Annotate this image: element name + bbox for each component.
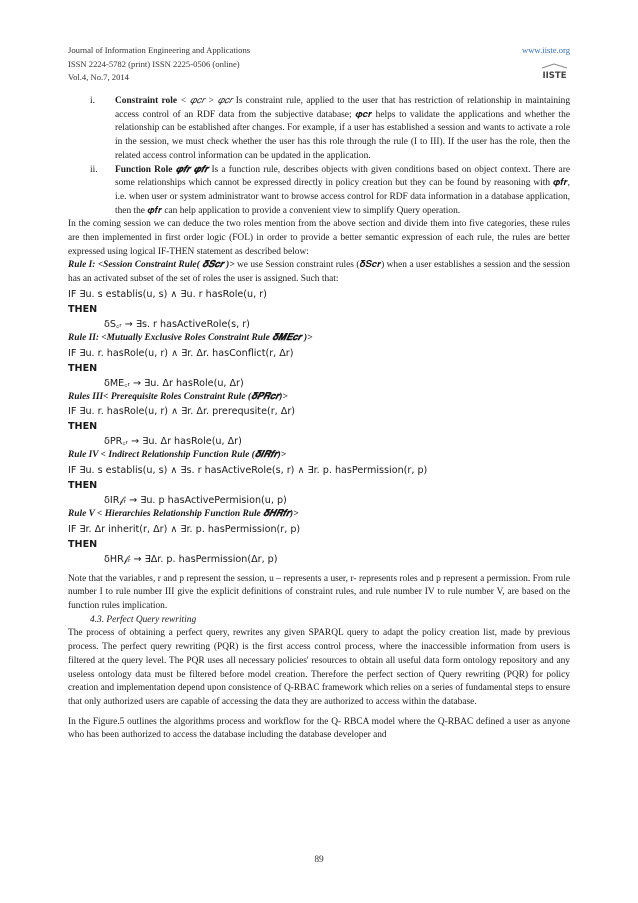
intro-paragraph: In the coming session we can deduce the two roles mention from the above section and divide them into five categories, these rules are then implemented in first order logic (FOL) in order to provide a better semantic expression of each rule, the rules are better expressed using logical IF-THEN statement as described below: — [68, 219, 570, 257]
rule-2-if: IF ∃u. r. hasRole(u, r) ∧ ∃r. Δr. hasConflict(r, Δr) — [68, 347, 294, 359]
rule-5-then: THEN — [68, 538, 98, 550]
note-paragraph: Note that the variables, r and p represent the session, u – represents a user, r- represents roles and p represent a permission. From rule number I to rule number III give the explicit definitions of constraint rules, and rule number IV to rule number V, are based on the function rules implication. — [68, 573, 570, 612]
rule-2-label: Rule II: <Mutually Exclusive Roles Constraint Rule 𝜹𝑴𝑬𝒄𝒓 )> — [68, 332, 313, 343]
rule-5-implication: δHR𝒻ᵣ → ∃Δr. p. hasPermission(Δr, p) — [104, 553, 278, 565]
term-symbol: 𝝋𝒇𝒓 𝝋𝒇𝒓 — [175, 164, 209, 175]
rule-4-then: THEN — [68, 479, 98, 491]
rule-1-label: Rule I: <Session Constraint Rule( 𝜹𝑺𝒄𝒓 )> — [68, 260, 235, 271]
rule-3-implication: δPR꜀ᵣ → ∃u. Δr hasRole(u, Δr) — [104, 436, 242, 448]
rule-1-implication: δS꜀ᵣ → ∃s. r hasActiveRole(s, r) — [104, 318, 250, 330]
rule-5-if: IF ∃r. Δr inherit(r, Δr) ∧ ∃r. p. hasPermission(r, p) — [68, 523, 301, 535]
rule-4-label: Rule IV < Indirect Relationship Function Rule (𝜹𝑰𝑹𝒇𝒓)> — [68, 450, 287, 461]
volume-line: Vol.4, No.7, 2014 — [68, 72, 129, 82]
term-definition: Is constraint rule, applied to the user that has restriction of relationship in maintaining access control of an RDF data from the subjective database; 𝝋𝒄𝒓 helps to validate the applications and whether the relationship can be established after changes. For example, if a user has established a session and wants to activate a role in the session, we must check whether the user has this role through the rule (I to III). If the user has the role, then the related access control information can be updated in the application. — [115, 96, 571, 161]
rule-3-label: Rules III< Prerequisite Roles Constraint Rule (𝜹𝑷𝑹𝒄𝒓)> — [68, 391, 288, 402]
list-item-constraint-role — [68, 95, 570, 164]
rule-3-then: THEN — [68, 421, 98, 433]
body-paragraph-1: The process of obtaining a perfect query, rewrites any given SPARQL query to adapt the policy creation list, made by previous process. The perfect query rewriting (PQR) is the first access control process, where the inaccessible information from users is filtered at the query level. The PQR uses all necessary policies' resources to obtain all useful data form ontology repository and any useless ontology data must be filtered before model creation. Therefore the perfect section of Query rewriting (PQR) for policy creation and implementation depend upon consistence of Q-RBAC framework which relies on a series of fundamental steps to ensure that only authorized users are capable of accessing the data they are authorized to access within the database. — [68, 628, 570, 707]
article-body — [68, 95, 570, 743]
issn-line: ISSN 2224-5782 (print) ISSN 2225-0506 (online) — [68, 58, 240, 69]
page-header — [68, 44, 570, 85]
rule-5-label: Rule V < Hierarchies Relationship Function Rule 𝜹𝑯𝑹𝒇𝒓)> — [68, 508, 299, 519]
rule-3-if: IF ∃u. r. hasRole(u, r) ∧ ∃r. Δr. prerequsite(r, Δr) — [68, 406, 296, 418]
journal-url-link[interactable]: www.iiste.org — [522, 45, 570, 55]
term-title: Constraint role — [115, 96, 177, 106]
body-paragraph-2: In the Figure.5 outlines the algorithms process and workflow for the Q- RBCA model where the Q-RBAC defined a user as anyone who has been authorized to access the database including the database developer and — [68, 716, 570, 741]
term-definition: Is a function rule, describes objects with given conditions based on object context. There are some relationships which cannot be expressed directly in policy creation but they can be found by reasoning with 𝝋𝒇𝒓, i.e. when user or system administrator want to browse access control for RDF data information in a database application, then the 𝝋𝒇𝒓 can help application to provide a convenient view to simplify Query operation. — [115, 164, 570, 216]
rule-1-then: THEN — [68, 303, 98, 315]
page-number: 89 — [314, 855, 324, 865]
journal-name: Journal of Information Engineering and Applications — [68, 45, 251, 55]
rule-1-paragraph — [68, 259, 570, 286]
rule-1-if: IF ∃u. s establis(u, s) ∧ ∃u. r hasRole(u, r) — [68, 288, 267, 300]
section-heading: 4.3. Perfect Query rewriting — [90, 614, 197, 625]
list-number: ii. — [90, 164, 98, 175]
list-item-function-role — [68, 164, 570, 219]
logo-text: IISTE — [542, 71, 567, 81]
rule-1-text: we use Session constraint rules (𝜹𝑺𝒄𝒓) when a user establishes a session and the session has an activated subset of the set of roles the user is assigned. Such that: — [68, 260, 570, 285]
list-number: i. — [90, 96, 95, 106]
term-title: Function Role — [115, 164, 173, 175]
rule-4-implication: δIR𝒻ᵣ → ∃u. p hasActivePermision(u, p) — [104, 494, 287, 506]
term-symbol: < 𝜑𝑐𝑟 > 𝜑𝑐𝑟 — [180, 96, 233, 106]
rule-4-if: IF ∃u. s establis(u, s) ∧ ∃s. r hasActiveRole(s, r) ∧ ∃r. p. hasPermission(r, p) — [68, 464, 428, 476]
rule-2-then: THEN — [68, 362, 98, 374]
iiste-logo — [539, 63, 570, 82]
rule-2-implication: δME꜀ᵣ → ∃u. Δr hasRole(u, Δr) — [104, 377, 244, 389]
